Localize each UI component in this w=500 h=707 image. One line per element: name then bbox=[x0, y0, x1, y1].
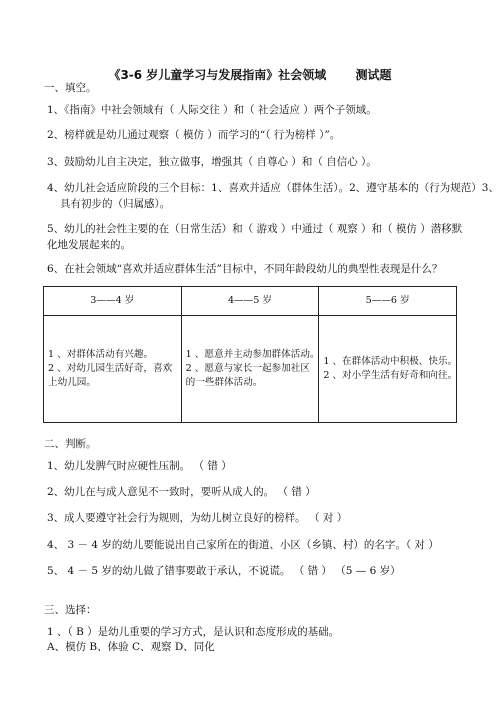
section-fill-in-heading: 一、填空。 bbox=[44, 82, 97, 94]
section-choice-heading: 三、选择： bbox=[44, 604, 97, 616]
judgement-question-4: 4、 3 － 4 岁的幼儿要能说出自己家所在的街道、小区（乡镇、村）的名字。（ 对 ） bbox=[47, 539, 439, 551]
fill-in-question-5-line-2: 化地发展起来的。 bbox=[47, 239, 131, 251]
page-title: 《3-6 岁儿童学习与发展指南》社会领域 测试题 bbox=[108, 68, 392, 82]
table-cell-3-4 bbox=[44, 316, 182, 423]
fill-in-question-4-line-1: 4、幼儿社会适应阶段的三个目标：1、喜欢并适应（群体生活）。2、遵守基本的（行为规范）3、 bbox=[47, 182, 499, 194]
cell-text-line: 1 、对群体活动有兴趣。 bbox=[48, 349, 154, 360]
table-cell-4-5 bbox=[181, 316, 319, 423]
table-header-row bbox=[44, 287, 457, 316]
judgement-question-3: 3、成人要遵守社会行为规则，为幼儿树立良好的榜样。 （ 对 ） bbox=[47, 512, 348, 524]
cell-text-line: 2 、对小学生活有好奇和向往。 bbox=[323, 370, 458, 381]
table-cell-5-6 bbox=[319, 316, 457, 423]
cell-text-line: 2 、对幼儿园生活好奇，喜欢 bbox=[48, 363, 173, 374]
table-header-cell: 3——4 岁 bbox=[44, 287, 182, 316]
cell-text-line: 1 、在群体活动中积极、快乐。 bbox=[323, 356, 458, 367]
age-behavior-table bbox=[43, 286, 457, 423]
choice-question-1-options: A、模仿 B、体验 C、观察 D、同化 bbox=[47, 641, 215, 653]
cell-text-line: 1 、愿意并主动参加群体活动。 bbox=[185, 349, 320, 360]
fill-in-question-1: 1、《指南》中社会领域有（ 人际交往 ）和（ 社会适应 ）两个子领域。 bbox=[47, 104, 377, 116]
section-judgement-heading: 二、判断。 bbox=[44, 438, 97, 450]
fill-in-question-5-line-1: 5、幼儿的社会性主要的在（日常生活）和（ 游戏 ）中通过（ 观察 ）和（ 模仿 ）潜移默 bbox=[47, 223, 463, 235]
fill-in-question-2: 2、榜样就是幼儿通过观察（ 模仿 ）而学习的“（ 行为榜样 ）”。 bbox=[47, 129, 341, 141]
cell-text-line: 的一些群体活动。 bbox=[185, 377, 263, 388]
fill-in-question-6: 6、在社会领域“喜欢并适应群体生活”目标中，不同年龄段幼儿的典型性表现是什么？ bbox=[47, 263, 443, 275]
table-header-cell: 4——5 岁 bbox=[181, 287, 319, 316]
cell-text-line: 上幼儿园。 bbox=[48, 377, 96, 388]
table-row bbox=[44, 316, 457, 423]
judgement-question-5: 5、 4 － 5 岁的幼儿做了错事要敢于承认，不说谎。 （ 错 ） （5 — 6 岁） bbox=[47, 565, 401, 577]
choice-question-1: 1 、（ B ）是幼儿重要的学习方式，是认识和态度形成的基础。 bbox=[47, 626, 340, 638]
judgement-question-2: 2、幼儿在与成人意见不一致时，要听从成人的。 （ 错 ） bbox=[47, 486, 316, 498]
cell-text-line: 2 、愿意与家长一起参加社区 bbox=[185, 363, 310, 374]
fill-in-question-3: 3、鼓励幼儿自主决定，独立做事，增强其（ 自尊心 ）和（ 自信心 ）。 bbox=[47, 156, 377, 168]
fill-in-question-4-line-2: 具有初步的（归属感）。 bbox=[60, 198, 171, 210]
judgement-question-1: 1、幼儿发脾气时应硬性压制。 （ 错 ） bbox=[47, 460, 232, 472]
table-header-cell: 5——6 岁 bbox=[319, 287, 457, 316]
